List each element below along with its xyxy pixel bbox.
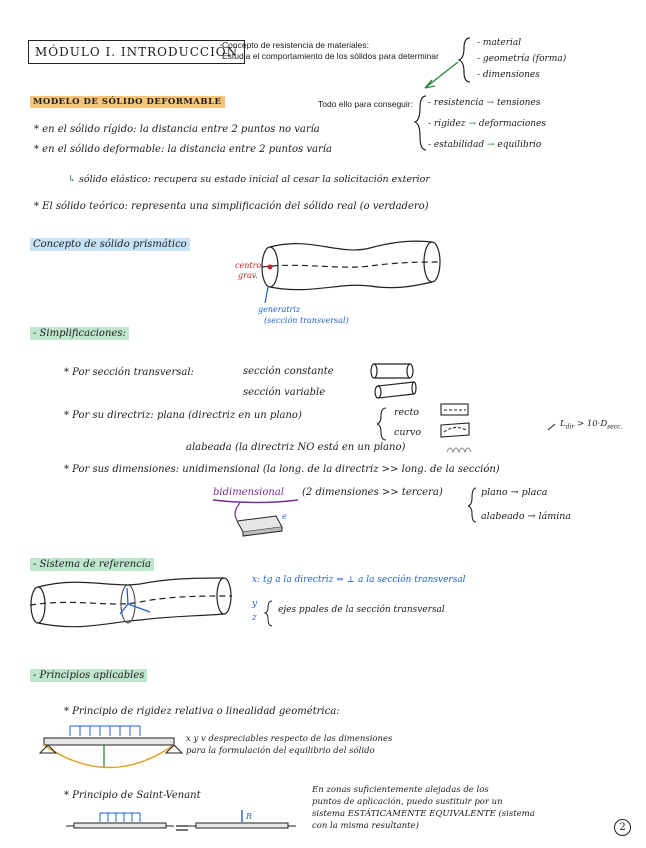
generatriz-label-2: (sección transversal) bbox=[264, 316, 349, 325]
arrow-to-goals bbox=[425, 62, 458, 88]
alabeado-lamina: alabeado → lámina bbox=[481, 511, 572, 522]
bidimensional-label: bidimensional bbox=[213, 487, 284, 498]
simplificaciones-heading-text: - Simplificaciones: bbox=[30, 327, 129, 340]
arrow-icon: → bbox=[487, 140, 495, 150]
by-directrix-label: * Por su directriz: plana (directriz en un plano) bbox=[64, 410, 302, 421]
principios-heading-text: - Principios aplicables bbox=[30, 669, 147, 682]
prismatic-solid-sketch bbox=[262, 241, 440, 290]
curvo-sketch bbox=[441, 423, 469, 437]
referencia-heading-text: - Sistema de referencia bbox=[30, 558, 154, 571]
prismatic-heading-text: Concepto de sólido prismático bbox=[30, 238, 190, 251]
rigidez-principle: * Principio de rigidez relativa o linealidad geométrica: bbox=[64, 706, 340, 717]
plate-sketch bbox=[237, 516, 282, 536]
corner-arrow-icon: ↳ bbox=[68, 174, 76, 185]
ratio-d-sub: secc. bbox=[607, 423, 623, 431]
alabeado-squiggle-icon bbox=[447, 448, 471, 452]
goal-resistencia-from: - resistencia bbox=[428, 98, 484, 108]
centroid-dot bbox=[268, 265, 273, 270]
brace-bidim bbox=[468, 488, 476, 522]
variable-section-sketch bbox=[375, 382, 416, 398]
determine-item-geometria: - geometría (forma) bbox=[477, 54, 567, 64]
ratio-mid: > 10·D bbox=[574, 419, 608, 429]
sv-note-1: En zonas suficientemente alejadas de los bbox=[312, 785, 489, 795]
bidim-link bbox=[235, 503, 240, 520]
sv-note-4: con la misma resultante) bbox=[312, 821, 419, 831]
bidimensional-rest: (2 dimensiones >> tercera) bbox=[302, 487, 443, 498]
yz-axes-note: ejes ppales de la sección transversal bbox=[278, 605, 445, 615]
plano-placa: plano → placa bbox=[481, 487, 548, 498]
ratio-bracket bbox=[548, 424, 555, 430]
variable-section-label: sección variable bbox=[243, 387, 326, 398]
arrow-icon: → bbox=[468, 119, 476, 129]
goal-estabilidad-to: equilibrio bbox=[497, 140, 542, 150]
arrow-icon: → bbox=[486, 98, 495, 108]
sv-force-label: R bbox=[246, 812, 253, 821]
module-title: MÓDULO I. INTRODUCCIÓN bbox=[35, 45, 239, 59]
reference-solid-sketch bbox=[30, 578, 232, 627]
brace-determine bbox=[459, 38, 470, 82]
recto-label: recto bbox=[394, 407, 420, 418]
ratio-l-sub: dir bbox=[565, 423, 575, 431]
concept-line-2: Estudia el comportamiento de los sólidos para determinar bbox=[222, 51, 439, 61]
thickness-label: e bbox=[282, 512, 287, 521]
rigid-solid-line: * en el sólido rígido: la distancia entre 2 puntos no varía bbox=[34, 124, 320, 135]
bidimensional-underline bbox=[213, 500, 298, 503]
sv-note-3: sistema ESTÁTICAMENTE EQUIVALENTE (sistema bbox=[312, 809, 535, 819]
goal-estabilidad-from: - estabilidad bbox=[428, 140, 485, 150]
x-axis-note-text: x: tg a la directriz ⇔ ⊥ a la sección transversal bbox=[252, 575, 466, 585]
generatriz-arrow bbox=[265, 287, 268, 303]
todo-para-label: Todo ello para conseguir: bbox=[318, 99, 413, 109]
alabeado-label: alabeada (la directriz NO está en un plano) bbox=[186, 442, 406, 453]
deformable-heading-text: MODELO DE SÓLIDO DEFORMABLE bbox=[30, 96, 225, 108]
elastic-solid-text: sólido elástico: recupera su estado inicial al cesar la solicitación exterior bbox=[79, 174, 430, 185]
brace-yz bbox=[265, 601, 272, 626]
brace-goals bbox=[415, 96, 426, 150]
goal-rigidez-to: deformaciones bbox=[478, 119, 546, 129]
by-section-label: * Por sección transversal: bbox=[64, 367, 194, 378]
generatriz-label-1: generatriz bbox=[258, 305, 301, 314]
saint-venant-principle: * Principio de Saint-Venant bbox=[64, 790, 201, 801]
page-number-text: 2 bbox=[619, 822, 626, 833]
centroid-label-2: grav. bbox=[238, 271, 258, 280]
determine-item-dimensiones: - dimensiones bbox=[477, 70, 540, 80]
rigidez-note-1: x y v despreciables respecto de las dimensiones bbox=[186, 734, 393, 744]
curvo-label: curvo bbox=[394, 427, 422, 438]
goal-resistencia-to: tensiones bbox=[496, 98, 541, 108]
by-dimensions-label: * Por sus dimensiones: unidimensional (la long. de la directriz >> long. de la sección) bbox=[64, 464, 500, 475]
z-axis-label: z bbox=[252, 613, 257, 623]
constant-section-label: sección constante bbox=[243, 366, 334, 377]
rigidez-note-2: para la formulación del equilibrio del sólido bbox=[186, 746, 375, 756]
deformable-solid-line: * en el sólido deformable: la distancia entre 2 puntos varía bbox=[34, 144, 332, 155]
y-axis-label: y bbox=[252, 599, 258, 609]
theoretical-solid-line: * El sólido teórico: representa una simplificación del sólido real (o verdadero) bbox=[34, 201, 429, 212]
determine-item-material: - material bbox=[477, 38, 522, 48]
rigidity-beam-sketch bbox=[40, 726, 182, 768]
brace-directrix bbox=[377, 408, 386, 440]
ratio-l: L bbox=[560, 419, 566, 429]
constant-section-sketch bbox=[371, 364, 413, 378]
saint-venant-sketch bbox=[66, 810, 296, 830]
centroid-label-1: centro bbox=[235, 261, 262, 270]
goal-rigidez-from: - rigidez bbox=[428, 119, 466, 129]
sv-note-2: puntos de aplicación, puedo sustituir por un bbox=[312, 797, 503, 807]
concept-line-1: Concepto de resistencia de materiales: bbox=[222, 40, 369, 50]
recto-sketch bbox=[441, 404, 468, 415]
